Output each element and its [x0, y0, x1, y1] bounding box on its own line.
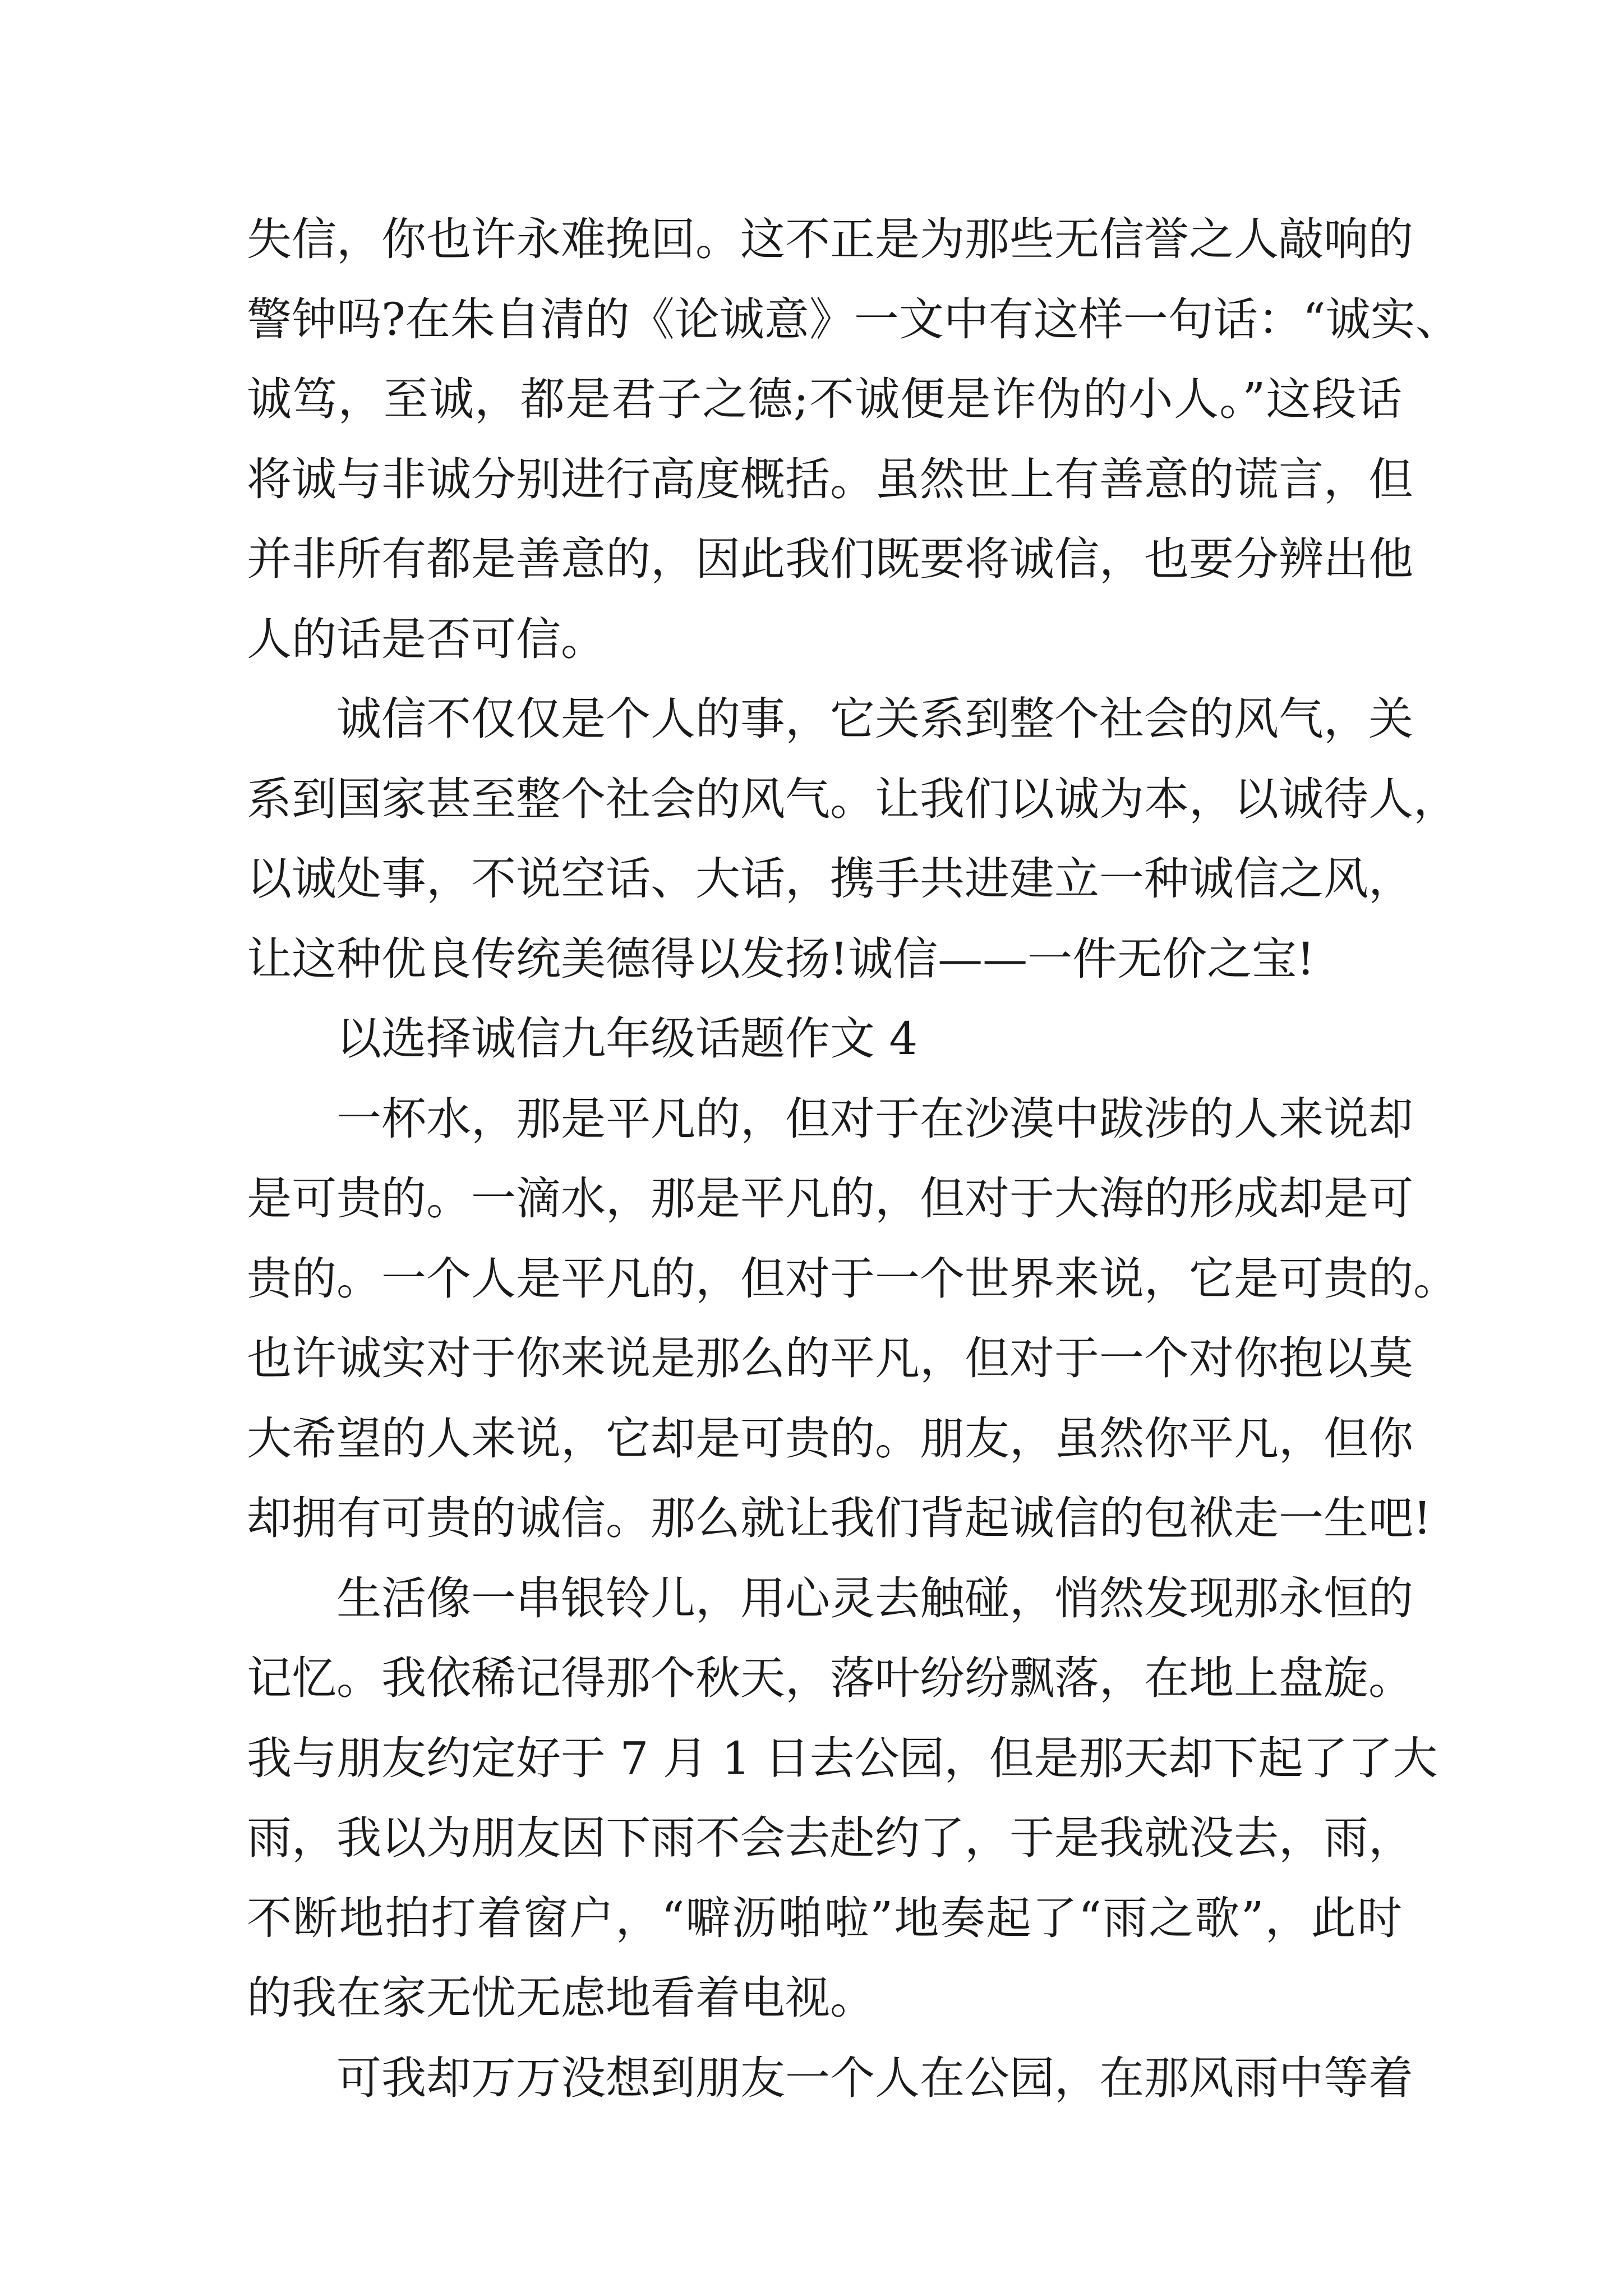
text-line: 让这种优良传统美德得以发扬!诚信——一件无价之宝! — [247, 932, 1315, 985]
text-line: 系到国家甚至整个社会的风气。让我们以诚为本，以诚待人， — [247, 772, 1458, 825]
text-line: 是可贵的。一滴水，那是平凡的，但对于大海的形成却是可 — [247, 1172, 1413, 1225]
text-line: 并非所有都是善意的，因此我们既要将诚信，也要分辨出他 — [247, 533, 1413, 585]
paragraph-start-line: 生活像一串银铃儿，用心灵去触碰，悄然发现那永恒的 — [336, 1572, 1413, 1625]
paragraph-start-line: 诚信不仅仅是个人的事，它关系到整个社会的风气，关 — [336, 693, 1413, 745]
text-line: 也许诚实对于你来说是那么的平凡，但对于一个对你抱以莫 — [247, 1332, 1413, 1384]
essay-text — [247, 200, 1460, 2118]
paragraph-start-line: 可我却万万没想到朋友一个人在公园，在那风雨中等着 — [336, 2051, 1413, 2104]
text-line: 大希望的人来说，它却是可贵的。朋友，虽然你平凡，但你 — [247, 1412, 1413, 1465]
text-line: 人的话是否可信。 — [247, 613, 606, 665]
text-line: 不断地拍打着窗户，“噼沥啪啦”地奏起了“雨之歌”，此时 — [247, 1892, 1402, 1944]
section-heading: 以选择诚信九年级话题作文 4 — [336, 1013, 918, 1065]
paragraph-start-line: 一杯水，那是平凡的，但对于在沙漠中跋涉的人来说却 — [336, 1092, 1413, 1145]
text-line: 的我在家无忧无虑地看着电视。 — [247, 1972, 875, 2024]
text-line: 以诚处事，不说空话、大话，携手共进建立一种诚信之风， — [247, 853, 1413, 905]
text-line: 诚笃，至诚，都是君子之德;不诚便是诈伪的小人。”这段话 — [247, 373, 1402, 425]
text-line: 记忆。我依稀记得那个秋天，落叶纷纷飘落，在地上盘旋。 — [247, 1652, 1413, 1704]
text-line: 将诚与非诚分别进行高度概括。虽然世上有善意的谎言，但 — [247, 453, 1413, 505]
text-line: 我与朋友约定好于 7 月 1 日去公园，但是那天却下起了了大 — [247, 1732, 1438, 1784]
text-line: 贵的。一个人是平凡的，但对于一个世界来说，它是可贵的。 — [247, 1252, 1458, 1305]
text-line: 失信，你也许永难挽回。这不正是为那些无信誉之人敲响的 — [247, 213, 1413, 265]
text-line: 警钟吗?在朱自清的《论诚意》一文中有这样一句话：“诚实、 — [247, 293, 1460, 346]
text-line: 雨，我以为朋友因下雨不会去赴约了，于是我就没去，雨， — [247, 1812, 1413, 1864]
text-line: 却拥有可贵的诚信。那么就让我们背起诚信的包袱走一生吧! — [247, 1492, 1432, 1544]
